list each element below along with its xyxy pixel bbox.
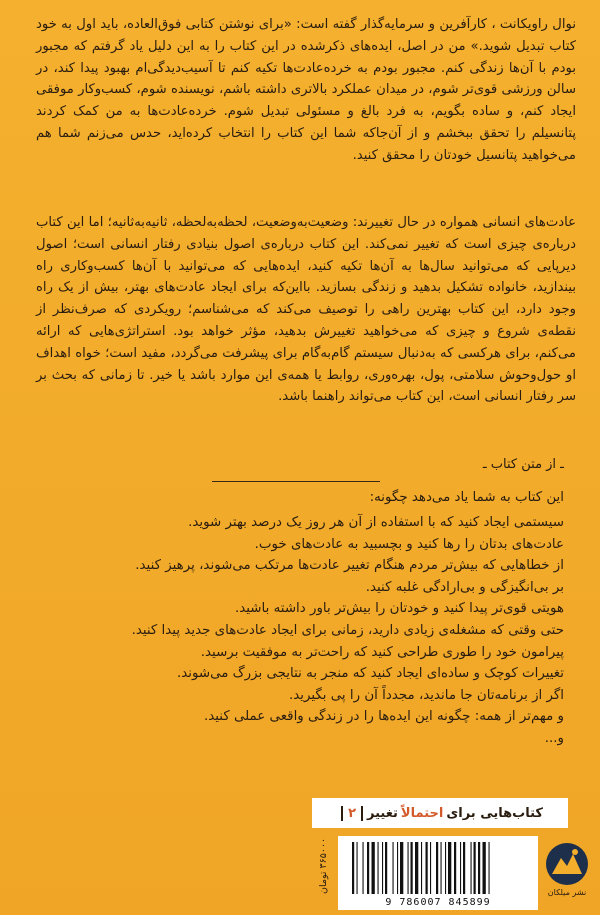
series-suffix: تغییر — [367, 805, 398, 821]
list-item: تغییرات کوچک و ساده‌ای ایجاد کنید که منجر به نتایجی بزرگ می‌شوند. — [176, 666, 564, 682]
series-number: ۲ — [341, 806, 363, 821]
price-label: ۳۶۵۰۰۰ تومان — [318, 838, 329, 895]
list-item: سیستمی ایجاد کنید که با استفاده از آن هر روز یک درصد بهتر شوید. — [188, 515, 564, 530]
features-list — [34, 512, 564, 750]
publisher-logo — [544, 840, 590, 910]
publisher-logo-icon — [544, 840, 590, 910]
list-item: اگر از برنامه‌تان جا ماندید، مجدداً آن را پی بگیرید. — [288, 687, 564, 703]
list-item: هویتی قوی‌تر پیدا کنید و خودتان را بیش‌تر باور داشته باشید. — [234, 601, 564, 617]
series-label — [312, 798, 568, 828]
list-item: از خطاهایی که بیش‌تر مردم هنگام تغییر عادت‌ها مرتکب می‌شوند، پرهیز کنید. — [135, 558, 564, 574]
excerpt-paragraph-1: نوال راویکانت ، کارآفرین و سرمایه‌گذار گفته است: «برای نوشتن کتابی فوق‌العاده، باید اول به خود کتاب تبدیل شوید.» من در اصل، ایده‌های ذکرشده در این کتاب را به این دلیل یاد گرفتم که مجبور بودم با آن‌ها زندگی کنم. مجبور بودم به خرده‌عادت‌ها تکیه کنم تا آسیب‌دیدگی‌ام بهبود پیدا کند، در سالن ورزشی قوی‌تر شوم، در میدان عملکرد بالاتری داشته باشم، نویسنده شوم، کسب‌وکار موفقی ایجاد کنم، و ساده بگویم، به فرد بالغ و مسئولی تبدیل شوم. خرده‌عادت‌ها به من کمک کردند پتانسیلم را تحقق ببخشم و از آن‌جاکه شما این کتاب را انتخاب کرده‌اید، حدس می‌زنم شما هم می‌خواهید پتانسیل خودتان را محقق کنید. — [36, 17, 576, 163]
list-item: عادت‌های بدتان را رها کنید و بچسبید به عادت‌های خوب. — [254, 536, 564, 552]
series-prefix: کتاب‌هایی برای — [446, 805, 543, 821]
barcode — [338, 836, 538, 910]
features-title: این کتاب به شما یاد می‌دهد چگونه: — [369, 490, 564, 505]
section-divider — [212, 481, 380, 482]
series-highlight: احتمالاً — [400, 805, 444, 821]
list-item: و مهم‌تر از همه: چگونه این ایده‌ها را در زندگی واقعی عملی کنید. — [203, 709, 564, 725]
excerpt-paragraph-2: عادت‌های انسانی همواره در حال تغییرند: وضعیت‌به‌وضعیت، لحظه‌به‌لحظه، ثانیه‌به‌ثانیه؛ اما این کتاب درباره‌ی چیزی است که تغییر نمی‌کند. این کتاب درباره‌ی اصول بنیادی رفتار انسانی است؛ اصول دیرپایی که می‌توانید سال‌ها به آن‌ها تکیه کنید، ایده‌هایی که می‌توانید با آن‌ها کسب‌وکاری راه بیندازید، خانواده تشکیل بدهید و زندگی بسازید. بااین‌که برای ایجاد عادت‌های بهتر، بیش از یک راه وجود دارد، این کتاب بهترین راهی را توصیف می‌کند که می‌شناسم؛ رویکردی که صرف‌نظر از نقطه‌ی شروع و چیزی که می‌خواهید تغییرش بدهید، مؤثر خواهد بود. استراتژی‌هایی که ارائه می‌کنم، برای هرکسی که به‌دنبال سیستم گام‌به‌گام برای پیشرفت می‌گردد، مفید است؛ خواه اهداف او حول‌وحوش سلامتی، پول، بهره‌وری، روابط یا همه‌ی این موارد باشد یا خیر. تا زمانی که بحث بر سر رفتار انسانی است، این کتاب می‌تواند راهنما باشد. — [36, 215, 576, 405]
list-item: پیرامون خود را طوری طراحی کنید که راحت‌تر به موفقیت برسید. — [200, 644, 564, 660]
isbn-number: 9 786007 845899 — [385, 897, 491, 908]
publisher-name: نشر میلکان — [547, 888, 587, 897]
barcode-icon — [352, 842, 524, 894]
excerpt-source: ـ از متن کتاب ـ — [482, 457, 564, 472]
list-item: حتی وقتی که مشغله‌ی زیادی دارید، زمانی برای ایجاد عادت‌های جدید پیدا کنید. — [131, 622, 564, 638]
list-item: بر بی‌انگیزگی و بی‌ارادگی غلبه کنید. — [365, 579, 564, 595]
list-item: و... — [544, 730, 564, 746]
